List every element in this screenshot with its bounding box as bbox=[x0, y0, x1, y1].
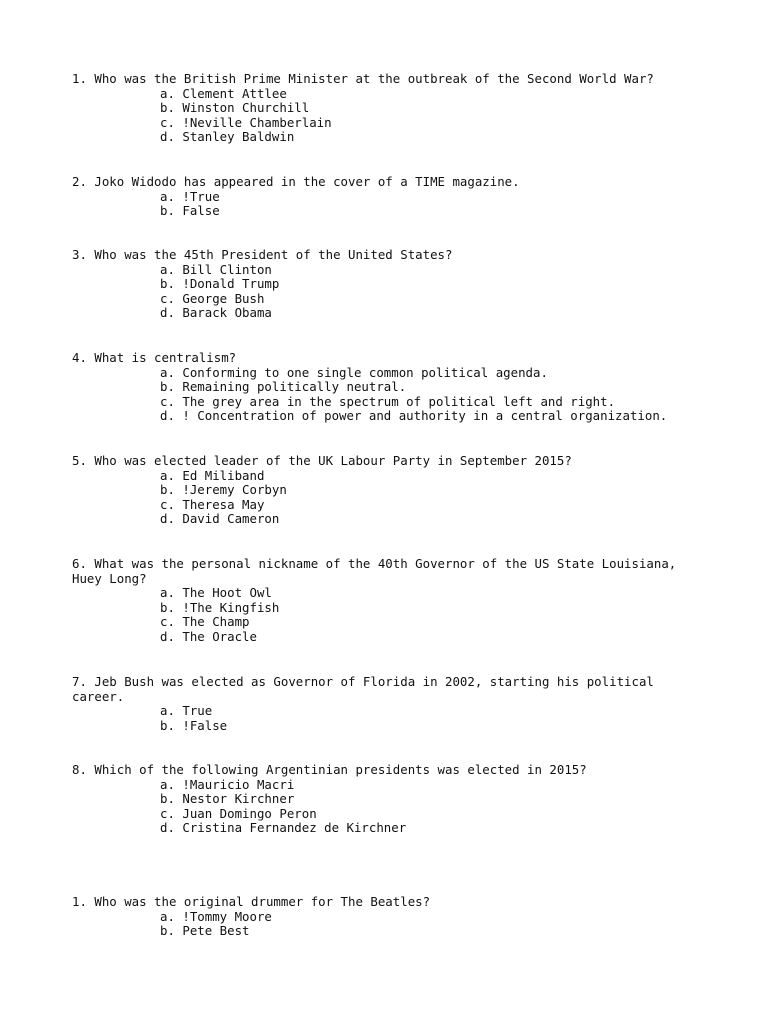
answer-option: b. Nestor Kirchner bbox=[160, 791, 295, 807]
answer-option: a. The Hoot Owl bbox=[160, 585, 272, 601]
answer-option: c. Theresa May bbox=[160, 496, 265, 512]
answer-option: b. !False bbox=[160, 717, 228, 733]
question-text: 7. Jeb Bush was elected as Governor of Florida in 2002, starting his political career. bbox=[72, 674, 662, 704]
answer-options bbox=[72, 586, 692, 644]
question-text: 5. Who was elected leader of the UK Labour Party in September 2015? bbox=[72, 453, 572, 468]
question-text: 8. Which of the following Argentinian presidents was elected in 2015? bbox=[72, 762, 587, 777]
answer-options bbox=[72, 469, 692, 527]
question-block bbox=[72, 175, 692, 219]
question-block bbox=[72, 248, 692, 321]
answer-option: a. Conforming to one single common political agenda. bbox=[160, 364, 548, 380]
answer-options bbox=[72, 87, 692, 145]
question-block bbox=[72, 763, 692, 836]
question-text: 3. Who was the 45th President of the United States? bbox=[72, 247, 453, 262]
answer-option: b. !Jeremy Corbyn bbox=[160, 482, 287, 498]
question-block bbox=[72, 351, 692, 424]
answer-options bbox=[72, 366, 692, 424]
answer-options bbox=[72, 263, 692, 321]
answer-option: a. !True bbox=[160, 188, 220, 204]
answer-option: a. Clement Attlee bbox=[160, 85, 287, 101]
answer-option: b. !Donald Trump bbox=[160, 276, 280, 292]
question-block bbox=[72, 675, 692, 733]
answer-option: c. George Bush bbox=[160, 290, 265, 306]
answer-option: d. ! Concentration of power and authority in a central organization. bbox=[160, 408, 668, 424]
answer-option: b. False bbox=[160, 203, 220, 219]
answer-option: c. The grey area in the spectrum of political left and right. bbox=[160, 393, 616, 409]
answer-options bbox=[72, 704, 692, 733]
answer-options bbox=[72, 778, 692, 836]
question-block bbox=[72, 72, 692, 145]
answer-option: d. Barack Obama bbox=[160, 305, 272, 321]
answer-option: b. Pete Best bbox=[160, 923, 250, 939]
answer-option: a. True bbox=[160, 703, 213, 719]
answer-option: a. Bill Clinton bbox=[160, 261, 272, 277]
answer-option: a. !Tommy Moore bbox=[160, 908, 272, 924]
question-block bbox=[72, 557, 692, 645]
answer-option: c. The Champ bbox=[160, 614, 250, 630]
question-block bbox=[72, 454, 692, 527]
answer-option: d. The Oracle bbox=[160, 628, 257, 644]
answer-option: c. Juan Domingo Peron bbox=[160, 805, 317, 821]
answer-options bbox=[72, 190, 692, 219]
question-text: 1. Who was the original drummer for The Beatles? bbox=[72, 894, 431, 909]
answer-option: b. !The Kingfish bbox=[160, 599, 280, 615]
answer-option: d. Cristina Fernandez de Kirchner bbox=[160, 820, 407, 836]
answer-options bbox=[72, 910, 692, 939]
question-text: 1. Who was the British Prime Minister at the outbreak of the Second World War? bbox=[72, 71, 654, 86]
answer-option: c. !Neville Chamberlain bbox=[160, 114, 332, 130]
answer-option: a. !Mauricio Macri bbox=[160, 776, 295, 792]
answer-option: a. Ed Miliband bbox=[160, 467, 265, 483]
answer-option: b. Remaining politically neutral. bbox=[160, 379, 407, 395]
answer-option: b. Winston Churchill bbox=[160, 100, 310, 116]
answer-option: d. David Cameron bbox=[160, 511, 280, 527]
question-text: 2. Joko Widodo has appeared in the cover of a TIME magazine. bbox=[72, 174, 520, 189]
question-text: 4. What is centralism? bbox=[72, 350, 237, 365]
question-block bbox=[72, 895, 692, 939]
question-text: 6. What was the personal nickname of the 40th Governor of the US State Louisiana, Huey Long? bbox=[72, 556, 684, 586]
answer-option: d. Stanley Baldwin bbox=[160, 129, 295, 145]
